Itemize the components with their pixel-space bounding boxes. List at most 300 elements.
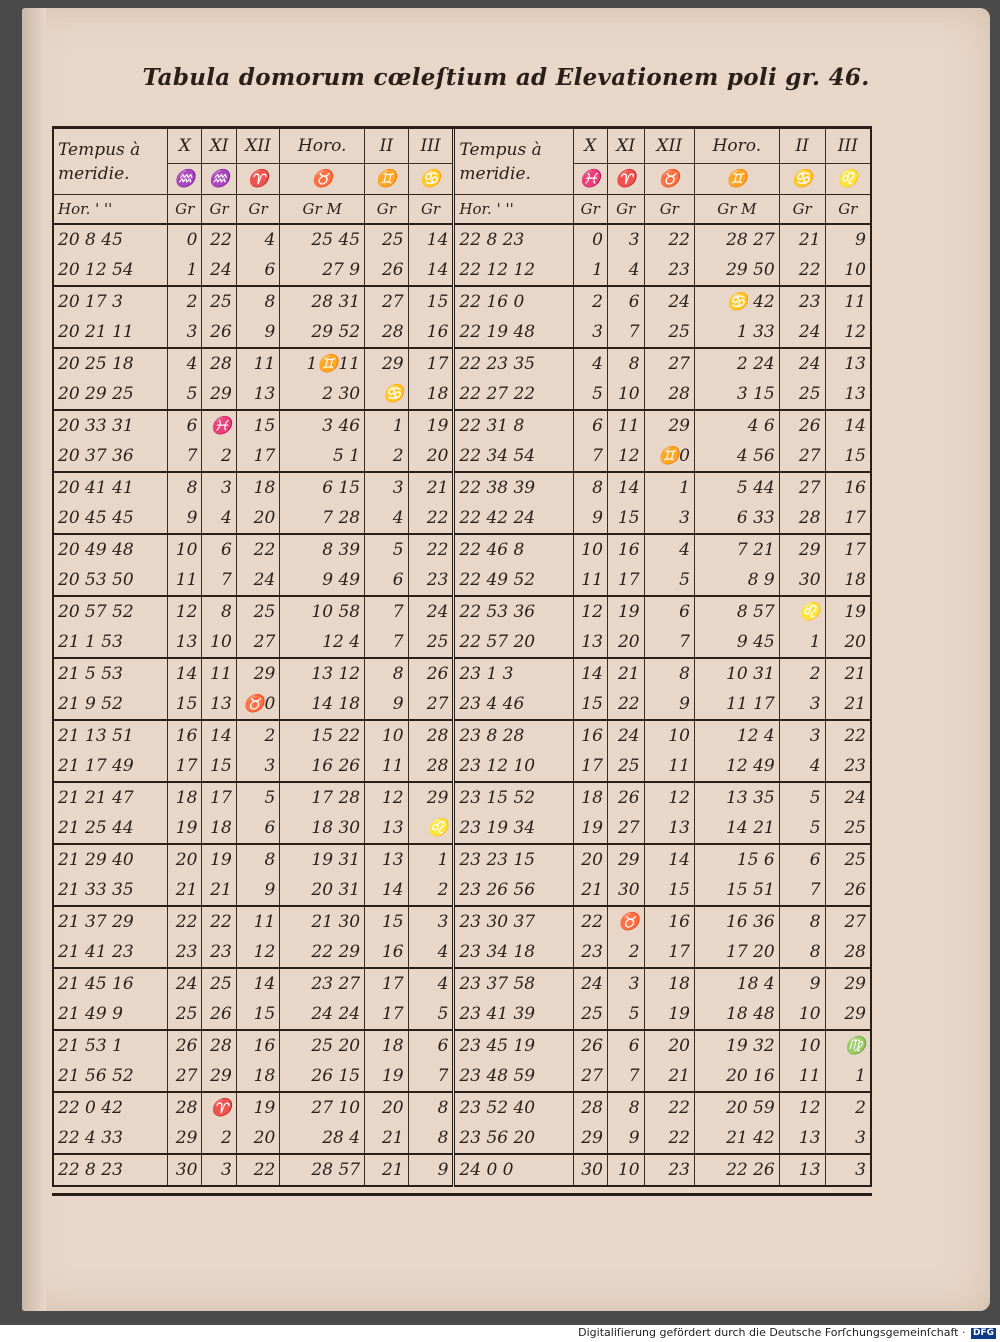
degree-cell: 13 35 [694, 782, 779, 813]
degree-cell: 5 [779, 782, 825, 813]
degree-cell: 24 24 [280, 999, 365, 1030]
header-row-houses [53, 129, 871, 164]
degree-cell: 21 42 [694, 1123, 779, 1154]
degree-cell: 27 [168, 1061, 202, 1092]
degree-cell: 13 [825, 379, 871, 410]
degree-cell: 15 [365, 906, 409, 937]
degree-cell: 26 [168, 1030, 202, 1061]
degree-cell: 20 31 [280, 875, 365, 906]
units-time-header: Hor. ' '' [53, 195, 168, 225]
degree-cell: 4 56 [694, 441, 779, 472]
degree-cell: 17 [168, 751, 202, 782]
degree-cell: 12 [573, 596, 607, 627]
degree-cell: 22 [644, 224, 694, 255]
page-gutter [22, 8, 46, 1311]
degree-cell: 15 [644, 875, 694, 906]
time-cell: 20 53 50 [53, 565, 168, 596]
degree-cell: 19 [607, 596, 644, 627]
degree-cell: 23 [779, 286, 825, 317]
degree-cell: 3 [644, 503, 694, 534]
degree-cell: 3 [408, 906, 454, 937]
degree-cell: 1 [365, 410, 409, 441]
table-row [53, 782, 871, 813]
degree-cell: 24 [825, 782, 871, 813]
degree-cell: 28 [365, 317, 409, 348]
degree-cell: 10 [779, 999, 825, 1030]
degree-cell: 1 [408, 844, 454, 875]
degree-cell: 18 4 [694, 968, 779, 999]
degree-cell: 9 45 [694, 627, 779, 658]
degree-cell: 11 [573, 565, 607, 596]
degree-cell: 12 4 [280, 627, 365, 658]
degree-cell: 14 [168, 658, 202, 689]
degree-cell: 16 [644, 906, 694, 937]
degree-cell: 30 [607, 875, 644, 906]
degree-cell: 9 [644, 689, 694, 720]
degree-cell: 5 [644, 565, 694, 596]
time-cell: 23 8 28 [454, 720, 573, 751]
degree-cell: 11 [365, 751, 409, 782]
degree-cell: 12 4 [694, 720, 779, 751]
time-cell: 20 45 45 [53, 503, 168, 534]
degree-cell: 17 [607, 565, 644, 596]
degree-cell: 17 [573, 751, 607, 782]
degree-cell: 16 36 [694, 906, 779, 937]
table-row [53, 1030, 871, 1061]
time-cell: 20 41 41 [53, 472, 168, 503]
degree-cell: 6 [607, 1030, 644, 1061]
degree-cell: 15 [573, 689, 607, 720]
units-header: Gr [779, 195, 825, 225]
degree-cell: 9 [779, 968, 825, 999]
degree-cell: 20 [825, 627, 871, 658]
degree-cell: 8 [236, 844, 280, 875]
degree-cell: 8 [202, 596, 236, 627]
degree-cell: 6 [168, 410, 202, 441]
degree-cell: 1♊11 [280, 348, 365, 379]
degree-cell: 15 [202, 751, 236, 782]
degree-cell: 17 [365, 999, 409, 1030]
table-row [53, 224, 871, 255]
degree-cell: 5 [573, 379, 607, 410]
degree-cell: 13 [779, 1123, 825, 1154]
degree-cell: 20 [408, 441, 454, 472]
degree-cell: 25 [825, 844, 871, 875]
table-row [53, 751, 871, 782]
degree-cell: 29 [236, 658, 280, 689]
degree-cell: 2 [202, 1123, 236, 1154]
table-row [53, 1061, 871, 1092]
degree-cell: 20 16 [694, 1061, 779, 1092]
degree-cell: ♓ [202, 410, 236, 441]
degree-cell: ♌ [408, 813, 454, 844]
degree-cell: 2 [408, 875, 454, 906]
degree-cell: 8 [168, 472, 202, 503]
sign-header: ♋ [779, 164, 825, 195]
degree-cell: 22 [825, 720, 871, 751]
degree-cell: 29 [825, 968, 871, 999]
degree-cell: 17 [408, 348, 454, 379]
degree-cell: 21 [202, 875, 236, 906]
degree-cell: 7 [607, 317, 644, 348]
tempus-label-1: Tempus à [58, 139, 141, 160]
table-bottom-rule [52, 1193, 872, 1196]
degree-cell: 11 [779, 1061, 825, 1092]
degree-cell: 7 [408, 1061, 454, 1092]
degree-cell: 27 10 [280, 1092, 365, 1123]
units-header: Gr [202, 195, 236, 225]
degree-cell: 12 [236, 937, 280, 968]
degree-cell: 25 [573, 999, 607, 1030]
degree-cell: 23 [202, 937, 236, 968]
sign-header: ♒ [202, 164, 236, 195]
degree-cell: 13 [168, 627, 202, 658]
time-cell: 21 29 40 [53, 844, 168, 875]
degree-cell: 30 [573, 1154, 607, 1186]
units-header: Gr [644, 195, 694, 225]
time-cell: 23 26 56 [454, 875, 573, 906]
table-row [53, 255, 871, 286]
degree-cell: 11 [236, 906, 280, 937]
table-row [53, 844, 871, 875]
degree-cell: 25 20 [280, 1030, 365, 1061]
degree-cell: 28 4 [280, 1123, 365, 1154]
degree-cell: 21 [607, 658, 644, 689]
degree-cell: 29 [202, 1061, 236, 1092]
degree-cell: 14 [236, 968, 280, 999]
degree-cell: 6 [236, 255, 280, 286]
degree-cell: 17 [825, 534, 871, 565]
degree-cell: 25 [408, 627, 454, 658]
time-cell: 21 56 52 [53, 1061, 168, 1092]
dfg-logo-icon: DFG [972, 1327, 994, 1338]
degree-cell: 19 [168, 813, 202, 844]
degree-cell: 8 39 [280, 534, 365, 565]
degree-cell: 22 [408, 503, 454, 534]
degree-cell: 24 [573, 968, 607, 999]
tempus-header-left [53, 129, 168, 195]
degree-cell: 3 [779, 720, 825, 751]
tempus-header-right [454, 129, 573, 195]
degree-cell: 4 [408, 968, 454, 999]
time-cell: 21 21 47 [53, 782, 168, 813]
time-cell: 23 34 18 [454, 937, 573, 968]
degree-cell: 6 [408, 1030, 454, 1061]
degree-cell: 3 [202, 1154, 236, 1186]
time-cell: 21 9 52 [53, 689, 168, 720]
degree-cell: 27 [573, 1061, 607, 1092]
degree-cell: 10 [168, 534, 202, 565]
degree-cell: 12 [168, 596, 202, 627]
degree-cell: 7 [168, 441, 202, 472]
degree-cell: 24 [779, 317, 825, 348]
degree-cell: 3 [365, 472, 409, 503]
degree-cell: 10 58 [280, 596, 365, 627]
degree-cell: 27 9 [280, 255, 365, 286]
degree-cell: 24 [408, 596, 454, 627]
degree-cell: 14 21 [694, 813, 779, 844]
degree-cell: 16 [607, 534, 644, 565]
units-header: Gr [825, 195, 871, 225]
time-cell: 20 33 31 [53, 410, 168, 441]
degree-cell: 10 [573, 534, 607, 565]
sign-header: ♈ [607, 164, 644, 195]
degree-cell: 10 [607, 379, 644, 410]
degree-cell: 0 [573, 224, 607, 255]
degree-cell: 18 [202, 813, 236, 844]
degree-cell: 21 [168, 875, 202, 906]
degree-cell: 22 [408, 534, 454, 565]
degree-cell: 23 [168, 937, 202, 968]
degree-cell: 5 [365, 534, 409, 565]
table-row [53, 813, 871, 844]
degree-cell: 30 [779, 565, 825, 596]
degree-cell: 9 49 [280, 565, 365, 596]
degree-cell: 7 [644, 627, 694, 658]
degree-cell: 18 [825, 565, 871, 596]
degree-cell: 15 6 [694, 844, 779, 875]
degree-cell: 11 [644, 751, 694, 782]
degree-cell: 22 [644, 1123, 694, 1154]
degree-cell: 18 [168, 782, 202, 813]
degree-cell: 17 [365, 968, 409, 999]
degree-cell: 17 28 [280, 782, 365, 813]
degree-cell: 29 [779, 534, 825, 565]
degree-cell: 9 [573, 503, 607, 534]
degree-cell: 4 [408, 937, 454, 968]
table-row [53, 317, 871, 348]
house-header: X [573, 129, 607, 164]
degree-cell: 13 [365, 813, 409, 844]
table-row [53, 472, 871, 503]
degree-cell: 2 [825, 1092, 871, 1123]
degree-cell: 1 [168, 255, 202, 286]
degree-cell: 22 [573, 906, 607, 937]
degree-cell: 17 [825, 503, 871, 534]
time-cell: 22 42 24 [454, 503, 573, 534]
degree-cell: 7 [365, 596, 409, 627]
time-cell: 20 12 54 [53, 255, 168, 286]
degree-cell: 15 [236, 410, 280, 441]
degree-cell: 23 27 [280, 968, 365, 999]
degree-cell: 25 [202, 286, 236, 317]
table-row [53, 1123, 871, 1154]
units-header: Gr [168, 195, 202, 225]
degree-cell: 27 [644, 348, 694, 379]
degree-cell: ♋ [365, 379, 409, 410]
table-row [53, 875, 871, 906]
degree-cell: 4 [202, 503, 236, 534]
degree-cell: 19 [365, 1061, 409, 1092]
degree-cell: 28 [573, 1092, 607, 1123]
degree-cell: 15 [168, 689, 202, 720]
table-row [53, 503, 871, 534]
degree-cell: 18 30 [280, 813, 365, 844]
table-body [53, 224, 871, 1186]
degree-cell: 5 [236, 782, 280, 813]
time-cell: 20 8 45 [53, 224, 168, 255]
house-header: Horo. [694, 129, 779, 164]
degree-cell: 3 [825, 1154, 871, 1186]
degree-cell: 13 [365, 844, 409, 875]
time-cell: 23 37 58 [454, 968, 573, 999]
book-page [22, 8, 990, 1311]
units-header: Gr [607, 195, 644, 225]
degree-cell: 13 [779, 1154, 825, 1186]
degree-cell: 1 [644, 472, 694, 503]
time-cell: 23 1 3 [454, 658, 573, 689]
tempus-label-2: meridie. [58, 163, 130, 184]
time-cell: 21 5 53 [53, 658, 168, 689]
table-row [53, 999, 871, 1030]
degree-cell: ♌ [779, 596, 825, 627]
degree-cell: 4 [607, 255, 644, 286]
degree-cell: 30 [168, 1154, 202, 1186]
sign-header: ♌ [825, 164, 871, 195]
degree-cell: 27 [779, 472, 825, 503]
degree-cell: 25 [825, 813, 871, 844]
degree-cell: 16 [236, 1030, 280, 1061]
degree-cell: 2 24 [694, 348, 779, 379]
degree-cell: 29 52 [280, 317, 365, 348]
degree-cell: 28 [779, 503, 825, 534]
time-cell: 22 46 8 [454, 534, 573, 565]
degree-cell: 8 [644, 658, 694, 689]
table-row [53, 627, 871, 658]
degree-cell: 25 45 [280, 224, 365, 255]
degree-cell: 9 [607, 1123, 644, 1154]
degree-cell: 28 [644, 379, 694, 410]
degree-cell: 21 [365, 1123, 409, 1154]
degree-cell: 19 32 [694, 1030, 779, 1061]
degree-cell: 4 [779, 751, 825, 782]
degree-cell: 25 [644, 317, 694, 348]
table-row [53, 1092, 871, 1123]
degree-cell: 16 [408, 317, 454, 348]
degree-cell: 18 48 [694, 999, 779, 1030]
degree-cell: 29 [365, 348, 409, 379]
sign-header: ♉ [644, 164, 694, 195]
degree-cell: 3 [168, 317, 202, 348]
degree-cell: 17 [236, 441, 280, 472]
degree-cell: 2 [779, 658, 825, 689]
degree-cell: 16 [365, 937, 409, 968]
time-cell: 22 12 12 [454, 255, 573, 286]
houses-table [52, 129, 872, 1187]
degree-cell: 0 [168, 224, 202, 255]
degree-cell: 25 [365, 224, 409, 255]
time-cell: 22 8 23 [454, 224, 573, 255]
time-cell: 20 37 36 [53, 441, 168, 472]
degree-cell: ♉ [607, 906, 644, 937]
time-cell: 22 16 0 [454, 286, 573, 317]
degree-cell: 15 [236, 999, 280, 1030]
degree-cell: 25 [168, 999, 202, 1030]
degree-cell: 8 [779, 937, 825, 968]
table-row [53, 534, 871, 565]
time-cell: 20 49 48 [53, 534, 168, 565]
degree-cell: 4 6 [694, 410, 779, 441]
degree-cell: 5 [779, 813, 825, 844]
house-header: XII [236, 129, 280, 164]
degree-cell: 26 [202, 317, 236, 348]
degree-cell: 13 [644, 813, 694, 844]
degree-cell: 21 [779, 224, 825, 255]
degree-cell: 19 [825, 596, 871, 627]
degree-cell: 5 1 [280, 441, 365, 472]
degree-cell: 2 [607, 937, 644, 968]
degree-cell: 14 [573, 658, 607, 689]
degree-cell: 7 [365, 627, 409, 658]
degree-cell: 21 [408, 472, 454, 503]
degree-cell: 7 [779, 875, 825, 906]
degree-cell: 26 15 [280, 1061, 365, 1092]
degree-cell: 11 [825, 286, 871, 317]
time-cell: 21 53 1 [53, 1030, 168, 1061]
degree-cell: 20 [168, 844, 202, 875]
degree-cell: 12 [779, 1092, 825, 1123]
degree-cell: 16 [168, 720, 202, 751]
degree-cell: ♍ [825, 1030, 871, 1061]
header-row-units [53, 195, 871, 225]
degree-cell: 24 [202, 255, 236, 286]
sign-header: ♊ [694, 164, 779, 195]
sign-header: ♉ [280, 164, 365, 195]
time-cell: 22 34 54 [454, 441, 573, 472]
degree-cell: 10 [202, 627, 236, 658]
degree-cell: 29 [202, 379, 236, 410]
time-cell: 21 49 9 [53, 999, 168, 1030]
degree-cell: 8 [573, 472, 607, 503]
degree-cell: 16 26 [280, 751, 365, 782]
degree-cell: 6 [365, 565, 409, 596]
degree-cell: 4 [573, 348, 607, 379]
degree-cell: 1 [573, 255, 607, 286]
footer-text: Digitaliſierung gefördert durch die Deutsche Forſchungsgemeinſchaft · [578, 1326, 966, 1339]
degree-cell: 14 [202, 720, 236, 751]
degree-cell: 6 [236, 813, 280, 844]
house-header: II [365, 129, 409, 164]
degree-cell: 28 31 [280, 286, 365, 317]
degree-cell: 9 [168, 503, 202, 534]
table-row [53, 1154, 871, 1186]
degree-cell: 23 [644, 1154, 694, 1186]
degree-cell: 13 [236, 379, 280, 410]
degree-cell: 28 [408, 720, 454, 751]
degree-cell: 8 [779, 906, 825, 937]
degree-cell: 26 [202, 999, 236, 1030]
degree-cell: 3 [202, 472, 236, 503]
table-row [53, 286, 871, 317]
time-cell: 23 23 15 [454, 844, 573, 875]
units-header: Gr M [694, 195, 779, 225]
units-time-header: Hor. ' '' [454, 195, 573, 225]
sign-header: ♋ [408, 164, 454, 195]
units-header: Gr M [280, 195, 365, 225]
degree-cell: 3 [236, 751, 280, 782]
degree-cell: 2 30 [280, 379, 365, 410]
degree-cell: 8 9 [694, 565, 779, 596]
degree-cell: 10 [365, 720, 409, 751]
degree-cell: 10 [779, 1030, 825, 1061]
degree-cell: 8 [607, 1092, 644, 1123]
time-cell: 22 53 36 [454, 596, 573, 627]
degree-cell: 21 [825, 658, 871, 689]
degree-cell: 5 [168, 379, 202, 410]
table-row [53, 596, 871, 627]
time-cell: 21 13 51 [53, 720, 168, 751]
time-cell: 20 57 52 [53, 596, 168, 627]
